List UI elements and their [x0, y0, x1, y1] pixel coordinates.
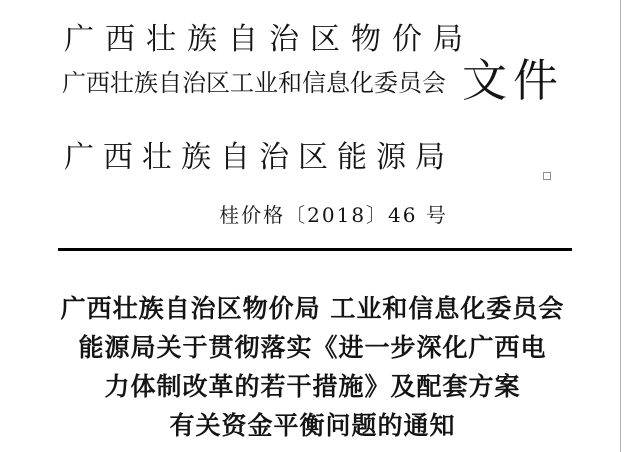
page-edge-line — [620, 0, 621, 452]
agency-row-industry-commission — [62, 54, 565, 107]
header-divider-rule — [58, 248, 572, 251]
agency-name-price-bureau: 广西壮族自治区物价局 — [64, 22, 474, 57]
placeholder-box-glyph — [543, 172, 551, 180]
notice-title — [0, 289, 625, 445]
notice-title-line-2: 能源局关于贯彻落实《进一步深化广西电 — [78, 333, 547, 362]
agency-name-industry-commission: 广西壮族自治区工业和信息化委员会 — [62, 69, 446, 97]
agency-name-energy-bureau: 广西壮族自治区能源局 — [64, 140, 454, 175]
document-type-label: 文件 — [462, 54, 565, 107]
notice-title-line-4: 有关资金平衡问题的通知 — [169, 411, 456, 440]
notice-title-line-3: 力体制改革的若干措施》及配套方案 — [104, 372, 521, 401]
document-number: 桂价格〔2018〕46 号 — [219, 203, 448, 227]
notice-title-line-1: 广西壮族自治区物价局 工业和信息化委员会 — [60, 294, 565, 323]
